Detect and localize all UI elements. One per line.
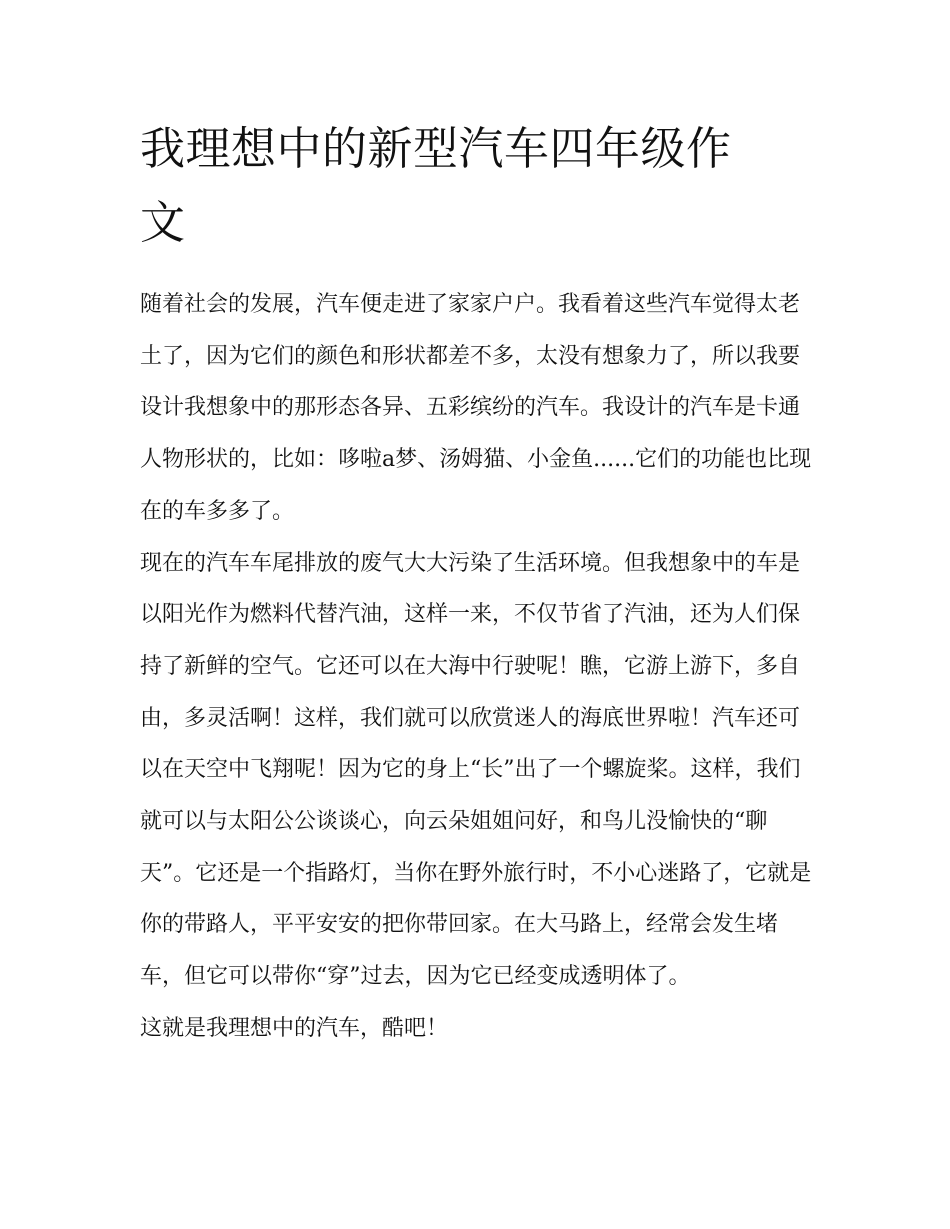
paragraph-2: 现在的汽车车尾排放的废气大大污染了生活环境。但我想象中的车是以阳光作为燃料代替汽油，这样一来，不仅节省了汽油，还为人们保持了新鲜的空气。它还可以在大海中行驶呢！瞧，它游上游下，多自由，多灵活啊！这样，我们就可以欣赏迷人的海底世界啦！汽车还可以在天空中飞翔呢！因为它的身上“长”出了一个螺旋桨。这样，我们就可以与太阳公公谈谈心，向云朵姐姐问好，和鸟儿没愉快的“聊天”。它还是一个指路灯，当你在野外旅行时，不小心迷路了，它就是你的带路人，平平安安的把你带回家。在大马路上，经常会发生堵车，但它可以带你“穿”过去，因为它已经变成透明体了。 <box>140 550 812 990</box>
title-line-1: 我理想中的新型汽车四年级作 <box>140 122 732 175</box>
document-content <box>140 112 812 1055</box>
paragraph-3: 这就是我理想中的汽车，酷吧！ <box>140 1015 449 1041</box>
title-line-2: 文 <box>140 196 186 249</box>
document-title <box>140 112 812 260</box>
paragraph-1: 随着社会的发展，汽车便走进了家家户户。我看着这些汽车觉得太老土了，因为它们的颜色和形状都差不多，太没有想象力了，所以我要设计我想象中的那形态各异、五彩缤纷的汽车。我设计的汽车是卡通人物形状的，比如：哆啦a梦、汤姆猫、小金鱼......它们的功能也比现在的车多多了。 <box>140 292 812 524</box>
